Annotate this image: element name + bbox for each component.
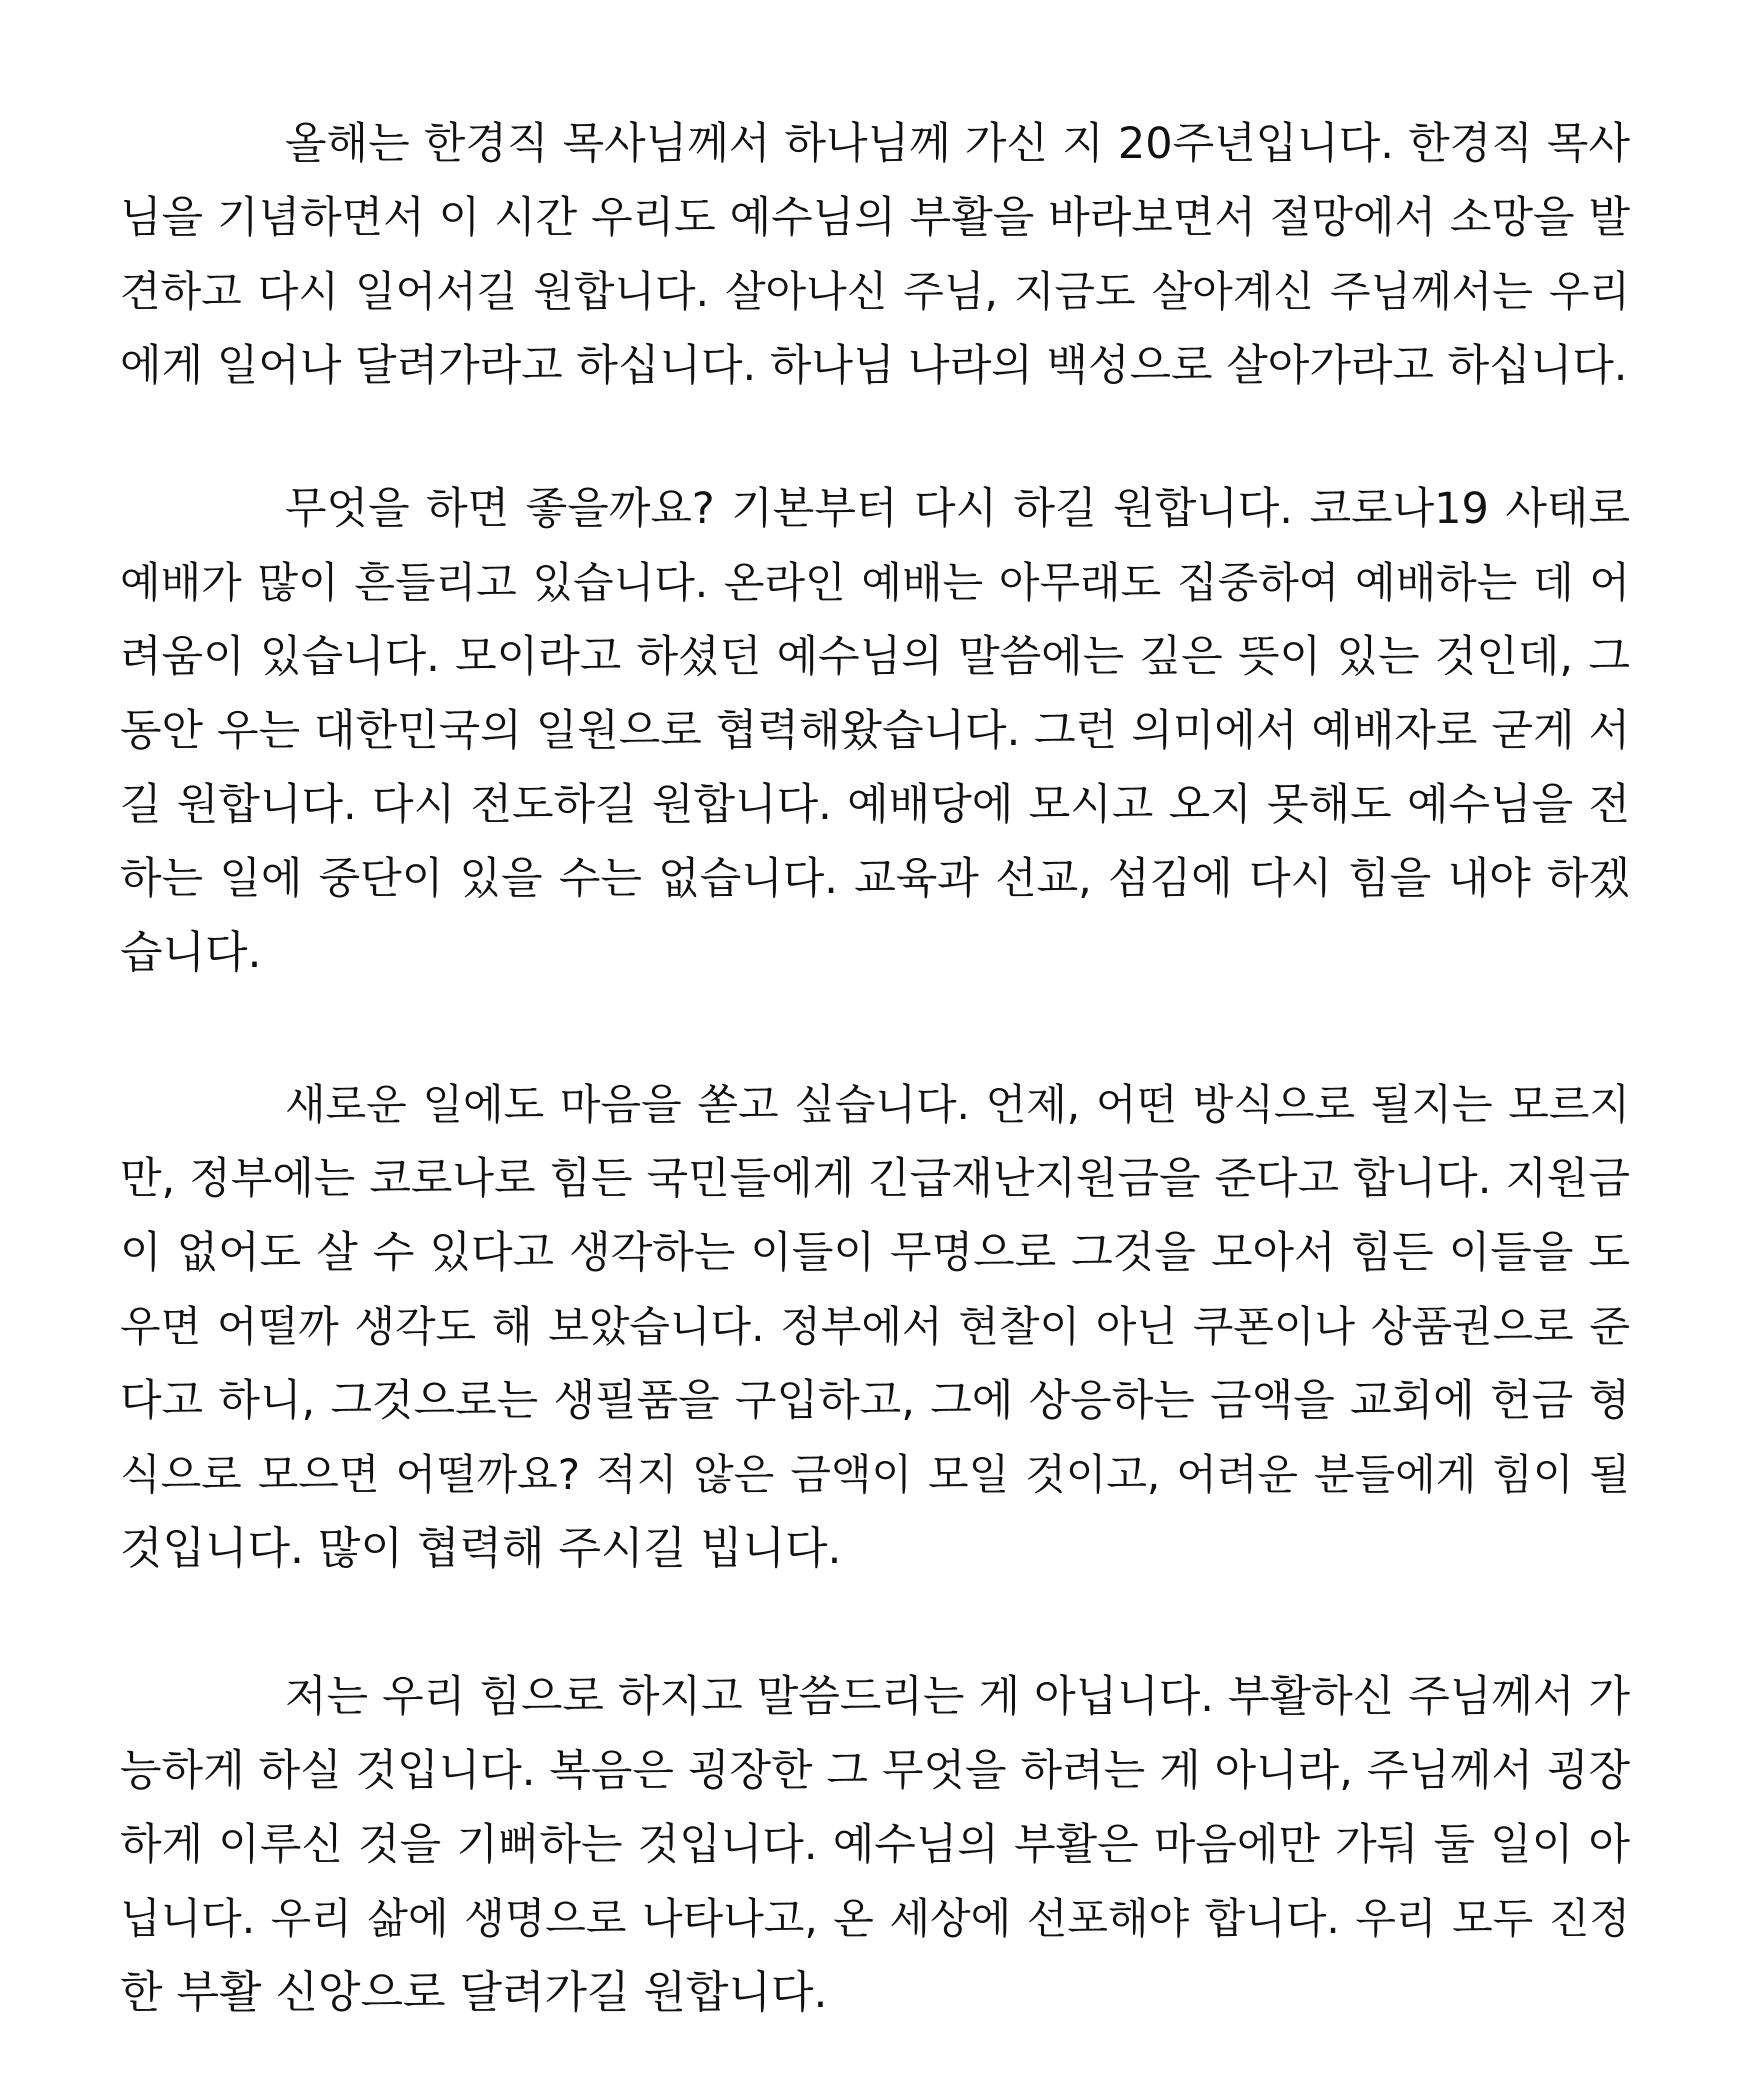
text-line: 예배가 많이 흔들리고 있습니다. 온라인 예배는 아무래도 집중하여 예배하는 데 어 (120, 558, 1630, 607)
text-line: 한 부활 신앙으로 달려가길 원합니다. (120, 1967, 828, 2018)
text-line: 님을 기념하면서 이 시간 우리도 예수님의 부활을 바라보면서 절망에서 소망을 발 (120, 193, 1630, 243)
text-line: 하는 일에 중단이 있을 수는 없습니다. 교육과 선교, 섬김에 다시 힘을 내야 하겠 (120, 854, 1630, 904)
text-line: 다고 하니, 그것으로는 생필품을 구입하고, 그에 상응하는 금액을 교회에 헌금 형 (120, 1376, 1630, 1426)
text-line: 저는 우리 힘으로 하지고 말씀드리는 게 아닙니다. 부활하신 주님께서 가 (285, 1672, 1630, 1722)
text-line: 닙니다. 우리 삶에 생명으로 나타나고, 온 세상에 선포해야 합니다. 우리 모두 진정 (120, 1894, 1630, 1943)
text-line: 하게 이루신 것을 기뻐하는 것입니다. 예수님의 부활은 마음에만 가둬 둘 일이 아 (120, 1820, 1630, 1870)
text-line: 식으로 모으면 어떨까요? 적지 않은 금액이 모일 것이고, 어려운 분들에게 힘이 될 (120, 1450, 1630, 1499)
text-line: 무엇을 하면 좋을까요? 기본부터 다시 하길 원합니다. 코로나19 사태로 (285, 484, 1630, 534)
text-line: 만, 정부에는 코로나로 힘든 국민들에게 긴급재난지원금을 준다고 합니다. 지원금 (120, 1154, 1630, 1204)
paragraph-2 (120, 472, 1630, 990)
text-line: 것입니다. 많이 협력해 주시길 빕니다. (120, 1523, 842, 1574)
paragraph-1 (120, 107, 1630, 403)
text-line: 이 없어도 살 수 있다고 생각하는 이들이 무명으로 그것을 모아서 힘든 이들을 도 (120, 1228, 1630, 1278)
text-line: 새로운 일에도 마음을 쏟고 싶습니다. 언제, 어떤 방식으로 될지는 모르지 (285, 1080, 1630, 1129)
text-line: 능하게 하실 것입니다. 복음은 굉장한 그 무엇을 하려는 게 아니라, 주님께서 굉장 (120, 1746, 1630, 1796)
text-line: 우면 어떨까 생각도 해 보았습니다. 정부에서 현찰이 아닌 쿠폰이나 상품권으로 준 (120, 1302, 1630, 1351)
text-line: 에게 일어나 달려가라고 하십니다. 하나님 나라의 백성으로 살아가라고 하십니다. (120, 341, 1628, 391)
paragraph-4 (120, 1660, 1630, 2030)
text-line: 올해는 한경직 목사님께서 하나님께 가신 지 20주년입니다. 한경직 목사 (285, 119, 1630, 169)
text-line: 견하고 다시 일어서길 원합니다. 살아나신 주님, 지금도 살아계신 주님께서는 우리 (120, 267, 1630, 316)
text-line: 습니다. (120, 927, 262, 978)
paragraph-3 (120, 1068, 1630, 1586)
text-line: 동안 우는 대한민국의 일원으로 협력해왔습니다. 그런 의미에서 예배자로 굳게 서 (120, 706, 1630, 756)
text-line: 길 원합니다. 다시 전도하길 원합니다. 예배당에 모시고 오지 못해도 예수님을 전 (120, 780, 1630, 830)
text-line: 려움이 있습니다. 모이라고 하셨던 예수님의 말씀에는 깊은 뜻이 있는 것인데, 그 (120, 632, 1630, 682)
